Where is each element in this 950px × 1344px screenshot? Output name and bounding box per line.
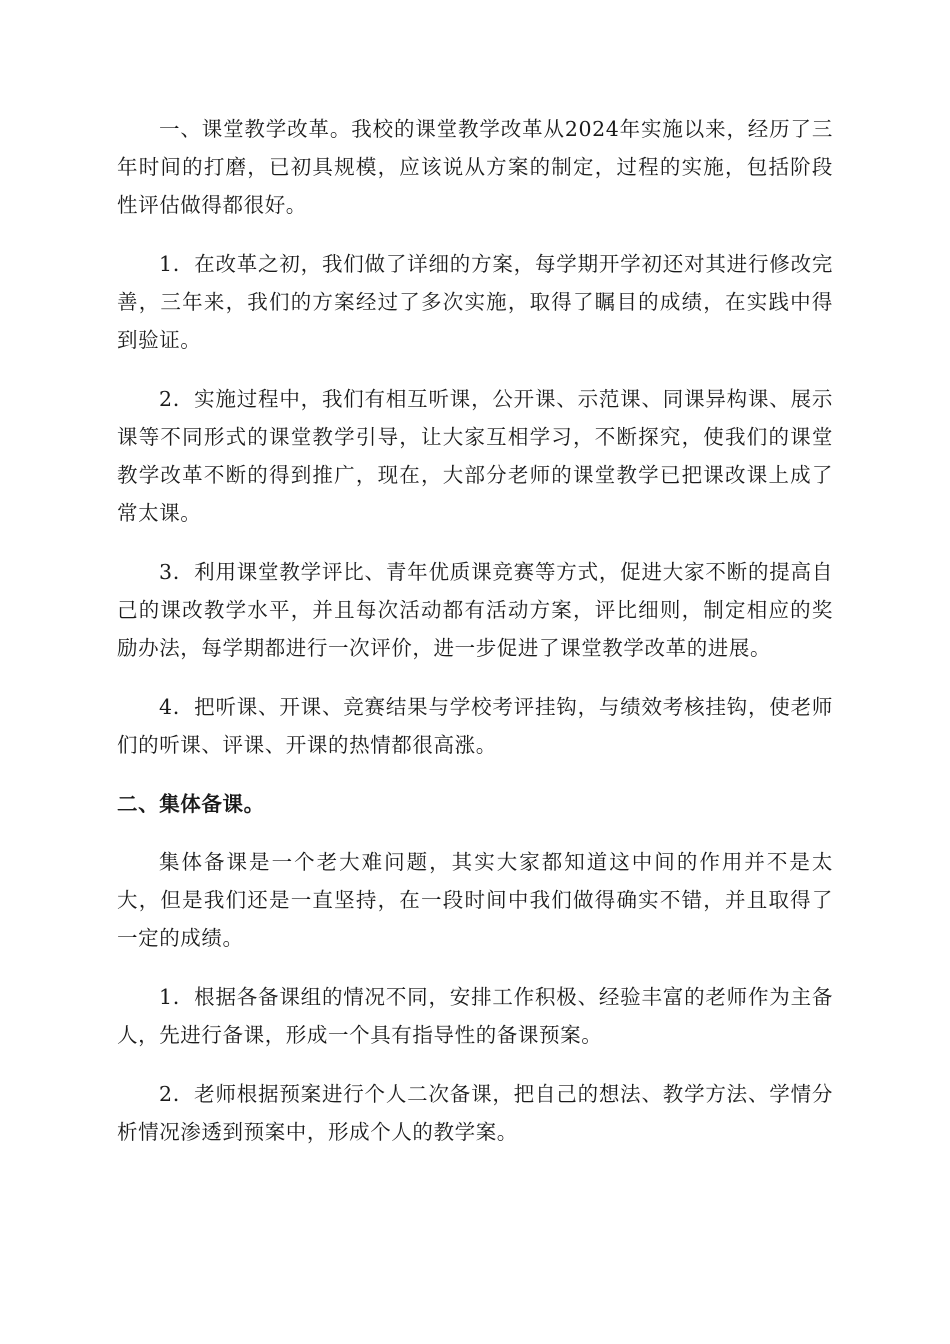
paragraph-collective-item-1: 1．根据各备课组的情况不同，安排工作积极、经验丰富的老师作为主备人，先进行备课，形成一个具有指导性的备课预案。 bbox=[117, 985, 833, 1047]
paragraph-reform-item-3: 3．利用课堂教学评比、青年优质课竞赛等方式，促进大家不断的提高自己的课改教学水平，并且每次活动都有活动方案，评比细则，制定相应的奖励办法，每学期都进行一次评价，进一步促进了课堂教学改革的进展。 bbox=[117, 560, 833, 660]
paragraph-reform-item-4: 4．把听课、开课、竞赛结果与学校考评挂钩，与绩效考核挂钩，使老师们的听课、评课、开课的热情都很高涨。 bbox=[117, 695, 833, 757]
paragraph-reform-item-1: 1．在改革之初，我们做了详细的方案，每学期开学初还对其进行修改完善，三年来，我们的方案经过了多次实施，取得了瞩目的成绩，在实践中得到验证。 bbox=[117, 252, 833, 352]
paragraph-classroom-reform: 一、课堂教学改革。我校的课堂教学改革从2024年实施以来，经历了三年时间的打磨，已初具规模，应该说从方案的制定，过程的实施，包括阶段性评估做得都很好。 bbox=[117, 117, 833, 217]
document-body bbox=[117, 110, 833, 1172]
paragraph-collective-intro: 集体备课是一个老大难问题，其实大家都知道这中间的作用并不是太大，但是我们还是一直坚持，在一段时间中我们做得确实不错，并且取得了一定的成绩。 bbox=[117, 850, 833, 950]
section-heading-collective-preparation: 二、集体备课。 bbox=[117, 792, 265, 816]
paragraph-reform-item-2: 2．实施过程中，我们有相互听课，公开课、示范课、同课异构课、展示课等不同形式的课堂教学引导，让大家互相学习，不断探究，使我们的课堂教学改革不断的得到推广，现在，大部分老师的课堂教学已把课改课上成了常太课。 bbox=[117, 387, 833, 525]
paragraph-collective-item-2: 2．老师根据预案进行个人二次备课，把自己的想法、教学方法、学情分析情况渗透到预案中，形成个人的教学案。 bbox=[117, 1082, 833, 1144]
